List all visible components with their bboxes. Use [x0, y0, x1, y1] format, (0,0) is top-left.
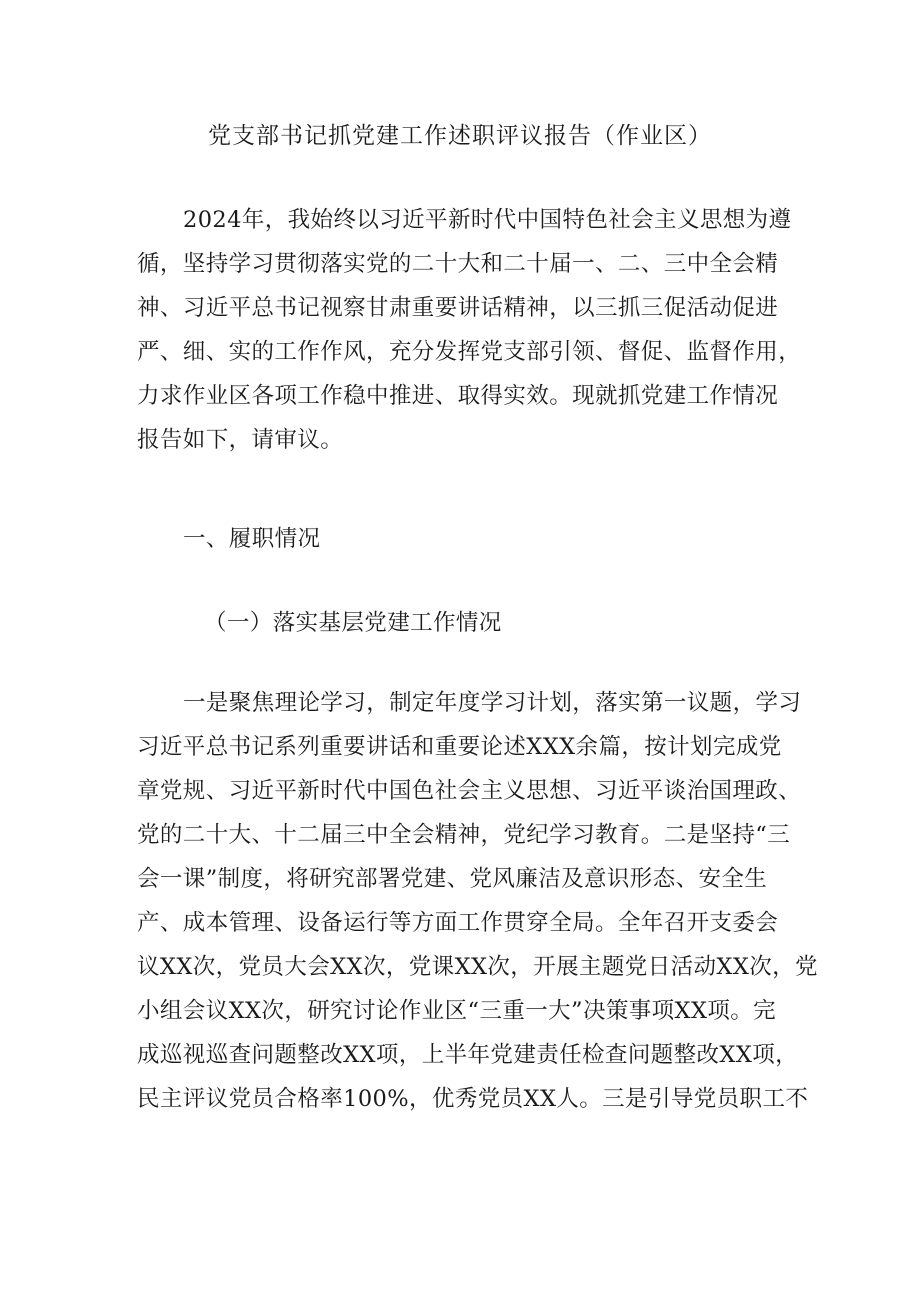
intro-line-1: 2024年，我始终以习近平新时代中国特色社会主义思想为遵	[183, 207, 792, 233]
body-line-3: 章党规、习近平新时代中国色社会主义思想、习近平谈治国理政、	[137, 778, 802, 804]
body-line-7: 议XX次，党员大会XX次，党课XX次，开展主题党日活动XX次，党	[137, 954, 818, 980]
section-heading: 一、履职情况	[183, 526, 321, 552]
body-line-9: 成巡视巡查问题整改XX项，上半年党建责任检查问题整改XX项，	[137, 1042, 799, 1068]
intro-line-3: 神、习近平总书记视察甘肃重要讲话精神，以三抓三促活动促进	[137, 295, 779, 321]
subsection-heading: （一）落实基层党建工作情况	[204, 610, 502, 636]
body-line-4: 党的二十大、十二届三中全会精神，党纪学习教育。二是坚持“三	[137, 822, 791, 848]
body-line-1: 一是聚焦理论学习，制定年度学习计划，落实第一议题，学习	[183, 690, 802, 716]
intro-line-6: 报告如下，请审议。	[137, 427, 344, 453]
intro-line-4: 严、细、实的工作作风，充分发挥党支部引领、督促、监督作用，	[137, 339, 802, 365]
body-line-2: 习近平总书记系列重要讲话和重要论述XXX余篇，按计划完成党	[137, 734, 782, 760]
body-line-10: 民主评议党员合格率100%，优秀党员XX人。三是引导党员职工不	[137, 1086, 809, 1112]
intro-line-2: 循，坚持学习贯彻落实党的二十大和二十届一、二、三中全会精	[137, 251, 779, 277]
body-line-6: 产、成本管理、设备运行等方面工作贯穿全局。全年召开支委会	[137, 910, 779, 936]
body-line-5: 会一课”制度，将研究部署党建、党风廉洁及意识形态、安全生	[137, 866, 768, 892]
body-line-8: 小组会议XX次，研究讨论作业区“三重一大”决策事项XX项。完	[137, 998, 777, 1024]
document-title: 党支部书记抓党建工作述职评议报告（作业区）	[208, 123, 712, 149]
intro-line-5: 力求作业区各项工作稳中推进、取得实效。现就抓党建工作情况	[137, 383, 779, 409]
